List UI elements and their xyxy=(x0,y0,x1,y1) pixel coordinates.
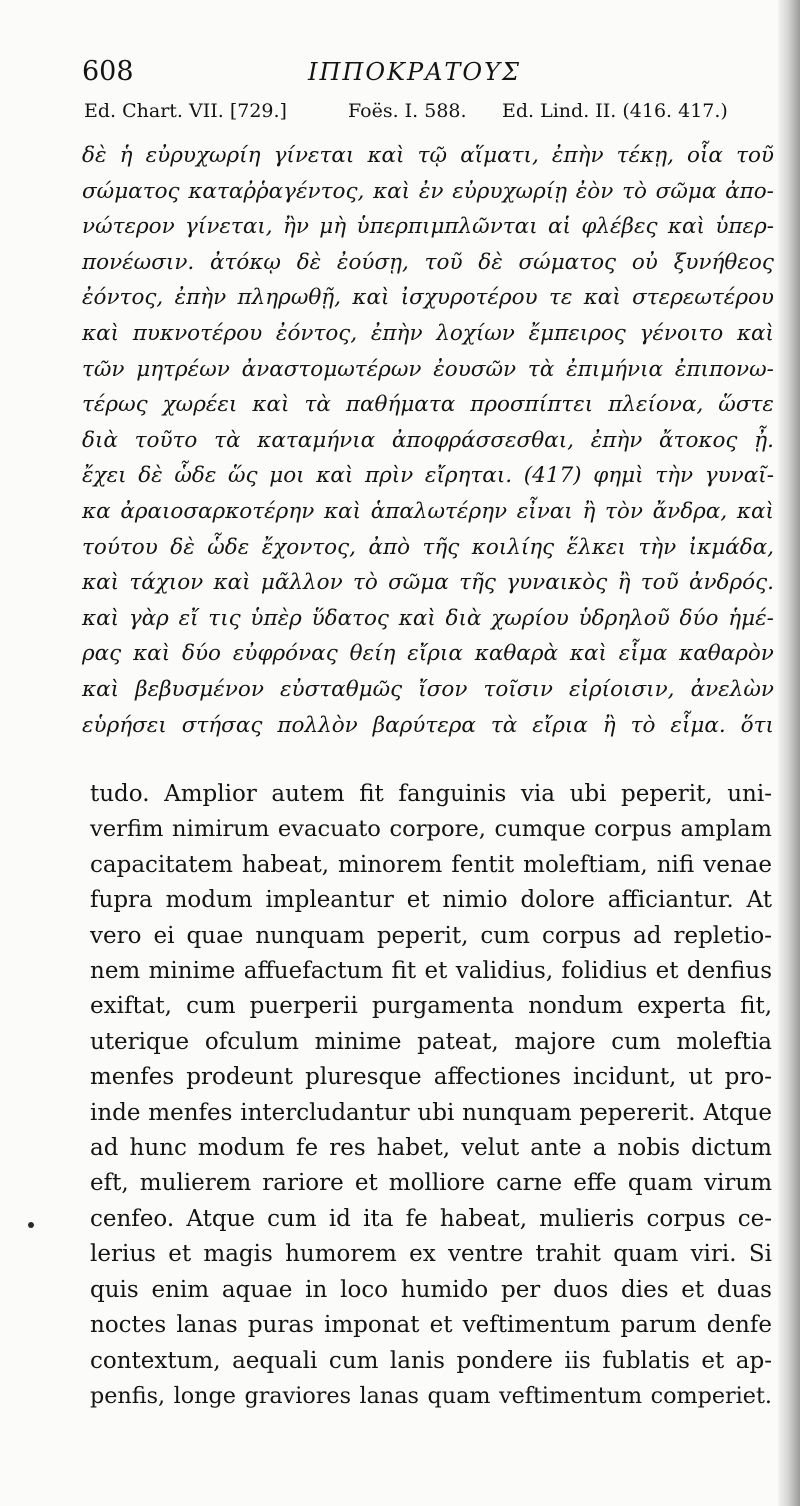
greek-text-line: καὶ βεβυσμένον εὐσταθμῶς ἴσον τοῖσιν εἰρίοισιν, ἀνελὼν xyxy=(82,676,774,702)
latin-text-line: tudo. Amplior autem fit fanguinis via ubi peperit, uni- xyxy=(90,781,772,807)
latin-text-line: cenfeo. Atque cum id ita fe habeat, mulieris corpus ce- xyxy=(90,1205,772,1232)
edition-foes-reference: Foës. I. 588. xyxy=(348,100,467,122)
greek-text-line: πονέωσιν. ἀτόκῳ δὲ ἐούσῃ, τοῦ δὲ σώματος οὐ ξυνήθεος xyxy=(82,249,774,275)
greek-text-line: καὶ τάχιον καὶ μᾶλλον τὸ σῶμα τῆς γυναικὸς ἢ τοῦ ἀνδρός. xyxy=(82,570,774,596)
greek-text-line: εὑρήσει στήσας πολλὸν βαρύτερα τὰ εἴρια ἢ τὸ εἷμα. ὅτι xyxy=(82,712,774,738)
latin-text-line: exiftat, cum puerperii purgamenta nondum experta fit, xyxy=(90,993,772,1020)
greek-text-block xyxy=(82,138,774,743)
greek-text-line: ρας καὶ δύο εὐφρόνας θείη εἴρια καθαρὰ καὶ εἷμα καθαρὸν xyxy=(82,641,774,667)
latin-text-line: penfis, longe graviores lanas quam veftimentum comperiet. xyxy=(90,1382,772,1409)
latin-text-line: quis enim aquae in loco humido per duos dies et duas xyxy=(90,1276,772,1303)
latin-text-line: uterique ofculum minime pateat, majore cum moleftia xyxy=(90,1028,772,1055)
greek-text-line: διὰ τοῦτο τὰ καταμήνια ἀποφράσσεσθαι, ἐπὴν ἄτοκος ᾖ. xyxy=(82,427,774,453)
latin-text-line: eft, mulierem rariore et molliore carne effe quam virum xyxy=(90,1170,772,1197)
latin-text-line: menfes prodeunt pluresque affectiones incidunt, ut pro- xyxy=(90,1064,772,1091)
greek-text-line: κα ἀραιοσαρκοτέρην καὶ ἁπαλωτέρην εἶναι ἢ τὸν ἄνδρα, καὶ xyxy=(82,498,774,524)
greek-text-line: τούτου δὲ ὧδε ἔχοντος, ἀπὸ τῆς κοιλίης ἕλκει τὴν ἰκμάδα, xyxy=(82,534,774,560)
latin-translation-block xyxy=(90,777,772,1414)
greek-text-line: ἐόντος, ἐπὴν πληρωθῇ, καὶ ἰσχυροτέρου τε καὶ στερεωτέρου xyxy=(82,285,774,311)
edition-lind-reference: Ed. Lind. II. (416. 417.) xyxy=(502,100,728,122)
latin-text-line: nem minime affuefactum fit et validius, folidius et denfius xyxy=(90,958,772,985)
latin-text-line: noctes lanas puras imponat et veftimentum parum denfe xyxy=(90,1312,772,1339)
page-number: 608 xyxy=(82,56,134,87)
greek-text-line: δὲ ἡ εὐρυχωρίη γίνεται καὶ τῷ αἵματι, ἐπὴν τέκῃ, οἷα τοῦ xyxy=(82,143,774,168)
latin-text-line: verfim nimirum evacuato corpore, cumque corpus amplam xyxy=(90,816,772,843)
margin-ink-dot xyxy=(28,1222,34,1228)
latin-text-line: capacitatem habeat, minorem fentit moleftiam, nifi venae xyxy=(90,851,772,878)
page-gutter-shadow xyxy=(778,0,800,1506)
edition-chart-reference: Ed. Chart. VII. [729.] xyxy=(84,100,287,122)
running-head: ΙΠΠΟΚΡΑΤΟΥΣ xyxy=(308,58,521,86)
latin-text-line: inde menfes intercludantur ubi nunquam pepererit. Atque xyxy=(90,1099,772,1126)
greek-text-line: τῶν μητρέων ἀναστομωτέρων ἐουσῶν τὰ ἐπιμήνια ἐπιπονω- xyxy=(82,356,774,382)
greek-text-line: σώματος καταῤῥαγέντος, καὶ ἐν εὐρυχωρίῃ ἐὸν τὸ σῶμα ἀπο- xyxy=(82,178,774,204)
page-header xyxy=(82,56,772,96)
latin-text-line: vero ei quae nunquam peperit, cum corpus ad repletio- xyxy=(90,922,772,949)
greek-text-line: καὶ πυκνοτέρου ἐόντος, ἐπὴν λοχίων ἔμπειρος γένοιτο καὶ xyxy=(82,320,774,346)
latin-text-line: ad hunc modum fe res habet, velut ante a nobis dictum xyxy=(90,1135,772,1162)
greek-text-line: ἔχει δὲ ὧδε ὥς μοι καὶ πρὶν εἴρηται. (417) φημὶ τὴν γυναῖ- xyxy=(82,463,774,489)
latin-text-line: fupra modum impleantur et nimio dolore afficiantur. At xyxy=(90,887,772,914)
greek-text-line: τέρως χωρέει καὶ τὰ παθήματα προσπίπτει πλείονα, ὥστε xyxy=(82,392,774,418)
greek-text-line: καὶ γὰρ εἴ τις ὑπὲρ ὕδατος καὶ διὰ χωρίου ὑδρηλοῦ δύο ἡμέ- xyxy=(82,605,774,631)
greek-text-line: νώτερον γίνεται, ἢν μὴ ὑπερπιμπλῶνται αἱ φλέβες καὶ ὑπερ- xyxy=(82,214,774,240)
latin-text-line: lerius et magis humorem ex ventre trahit quam viri. Si xyxy=(90,1241,772,1268)
latin-text-line: contextum, aequali cum lanis pondere iis fublatis et ap- xyxy=(90,1347,772,1374)
